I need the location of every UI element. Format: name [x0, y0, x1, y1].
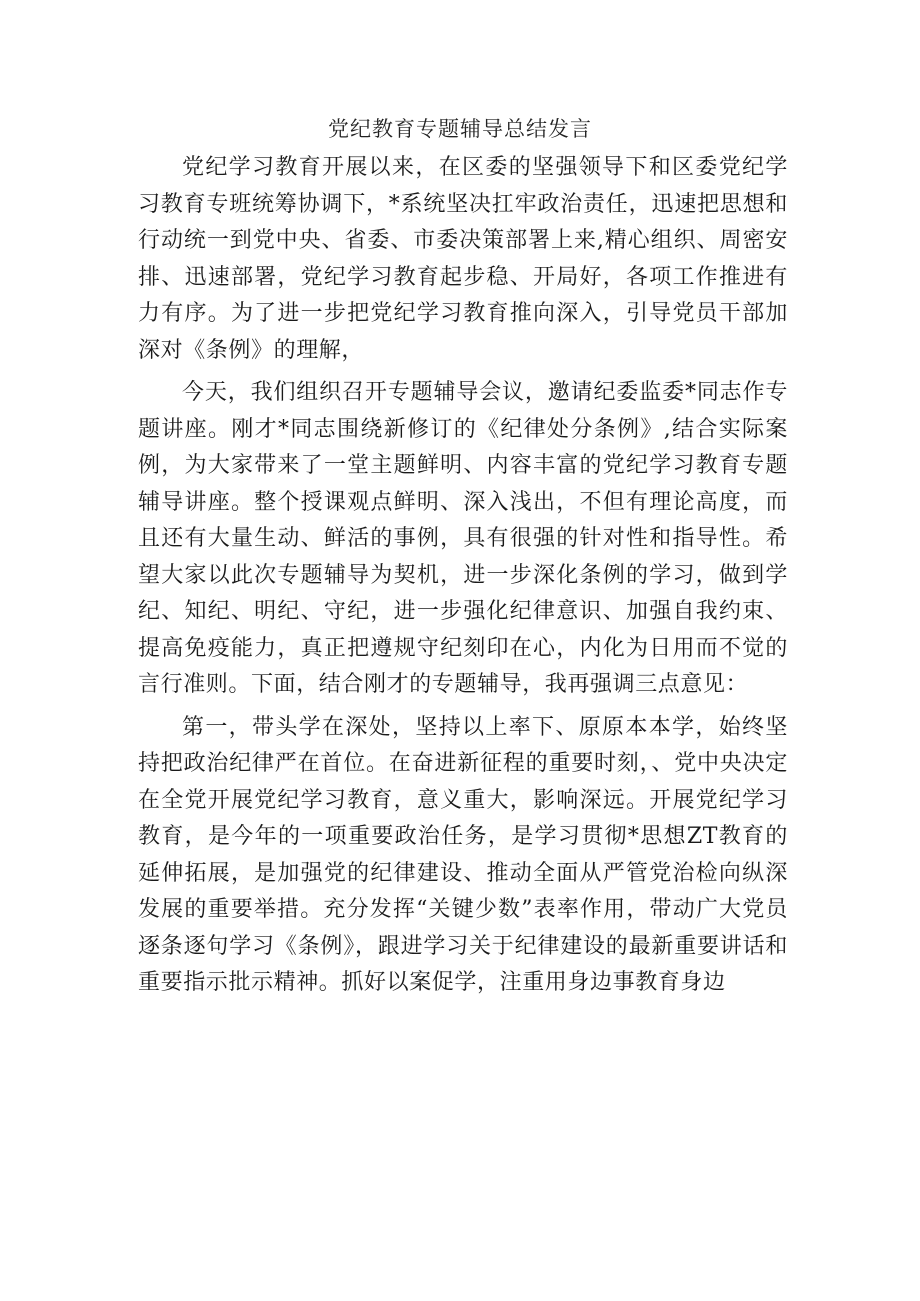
paragraph-2: 今天，我们组织召开专题辅导会议，邀请纪委监委*同志作专题讲座。刚才*同志围绕新修订的《纪律处分条例》,结合实际案例，为大家带来了一堂主题鲜明、内容丰富的党纪学习教育专题辅导讲座。整个授课观点鲜明、深入浅出，不但有理论高度，而且还有大量生动、鲜活的事例，具有很强的针对性和指导性。希望大家以此次专题辅导为契机，进一步深化条例的学习，做到学纪、知纪、明纪、守纪，进一步强化纪律意识、加强自我约束、提高免疫能力，真正把遵规守纪刻印在心，内化为日用而不觉的言行准则。下面，结合刚才的专题辅导，我再强调三点意见：	[138, 380, 788, 697]
document-body	[138, 150, 788, 1008]
paragraph-1: 党纪学习教育开展以来，在区委的坚强领导下和区委党纪学习教育专班统筹协调下，*系统坚决扛牢政治责任，迅速把思想和行动统一到党中央、省委、市委决策部署上来,精心组织、周密安排、迅速部署，党纪学习教育起步稳、开局好，各项工作推进有力有序。为了进一步把党纪学习教育推向深入，引导党员干部加深对《条例》的理解，	[138, 155, 788, 363]
paragraph-3: 第一，带头学在深处，坚持以上率下、原原本本学，始终坚持把政治纪律严在首位。在奋进新征程的重要时刻，、党中央决定在全党开展党纪学习教育，意义重大，影响深远。开展党纪学习教育，是今年的一项重要政治任务，是学习贯彻*思想ZT教育的延伸拓展，是加强党的纪律建设、推动全面从严管党治检向纵深发展的重要举措。充分发挥“关键少数”表率作用，带动广大党员逐条逐句学习《条例》，跟进学习关于纪律建设的最新重要讲话和重要指示批示精神。抓好以案促学，注重用身边事教育身边	[138, 714, 788, 995]
document-title: 党纪教育专题辅导总结发言	[328, 117, 592, 141]
